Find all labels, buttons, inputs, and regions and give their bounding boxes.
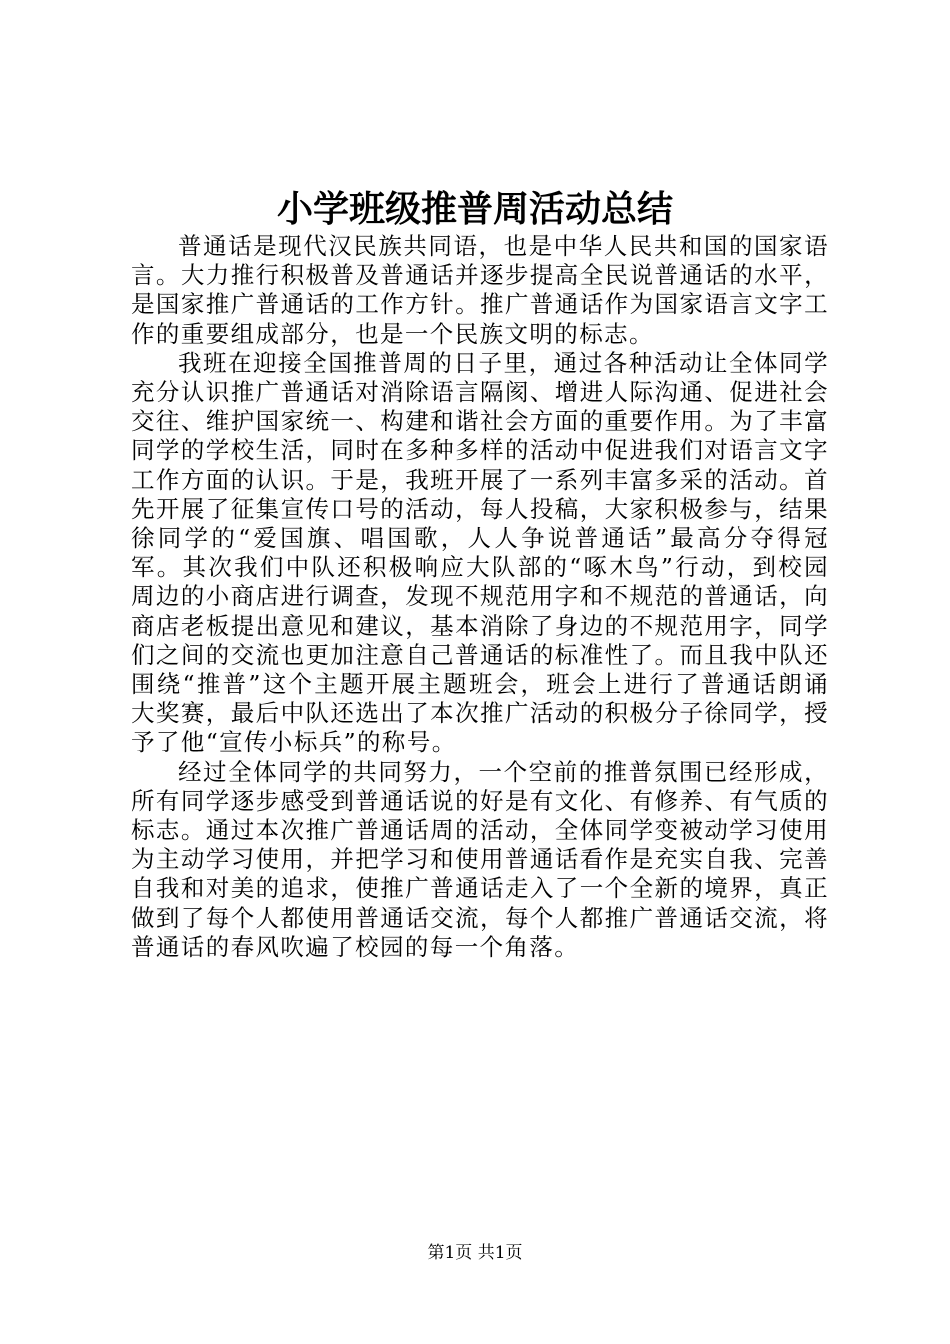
document-title: 小学班级推普周活动总结 <box>276 188 673 230</box>
document-body <box>131 232 829 962</box>
page-footer: 第1页 共1页 <box>427 1243 523 1263</box>
paragraph-3: 经过全体同学的共同努力，一个空前的推普氛围已经形成，所有同学逐步感受到普通话说的好是有文化、有修养、有气质的标志。通过本次推广普通话周的活动，全体同学变被动学习使用为主动学习使用，并把学习和使用普通话看作是充实自我、完善自我和对美的追求，使推广普通话走入了一个全新的境界，真正做到了每个人都使用普通话交流，每个人都推广普通话交流，将普通话的春风吹遍了校园的每一个角落。 <box>131 757 829 961</box>
paragraph-1: 普通话是现代汉民族共同语，也是中华人民共和国的国家语言。大力推行积极普及普通话并逐步提高全民说普通话的水平，是国家推广普通话的工作方针。推广普通话作为国家语言文字工作的重要组成部分，也是一个民族文明的标志。 <box>131 232 829 348</box>
paragraph-2: 我班在迎接全国推普周的日子里，通过各种活动让全体同学充分认识推广普通话对消除语言隔阂、增进人际沟通、促进社会交往、维护国家统一、构建和谐社会方面的重要作用。为了丰富同学的学校生活，同时在多种多样的活动中促进我们对语言文字工作方面的认识。于是，我班开展了一系列丰富多采的活动。首先开展了征集宣传口号的活动，每人投稿，大家积极参与，结果徐同学的“爱国旗、唱国歌，人人争说普通话”最高分夺得冠军。其次我们中队还积极响应大队部的“啄木鸟”行动，到校园周边的小商店进行调查，发现不规范用字和不规范的普通话，向商店老板提出意见和建议，基本消除了身边的不规范用字，同学们之间的交流也更加注意自己普通话的标准性了。而且我中队还围绕“推普”这个主题开展主题班会，班会上进行了普通话朗诵大奖赛，最后中队还选出了本次推广活动的积极分子徐同学，授予了他“宣传小标兵”的称号。 <box>131 348 829 757</box>
